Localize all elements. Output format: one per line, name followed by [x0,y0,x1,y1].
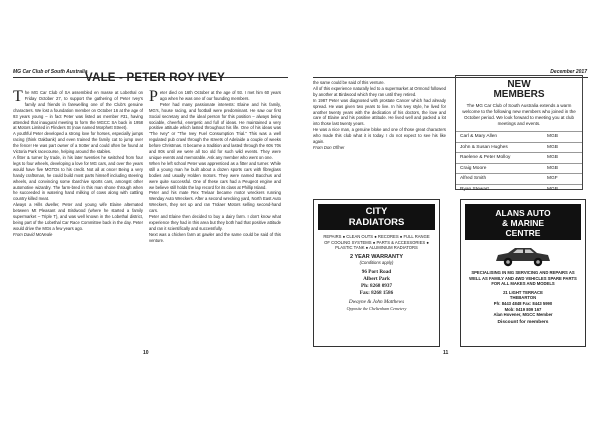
member-name: Carl & Mary Allen [460,134,498,139]
city-radiators-ad [313,199,440,347]
member-name: Ryan Stewart [460,186,489,192]
new-members-box [455,75,583,190]
title-line: MEMBERS [493,89,545,100]
paragraph: Peter and Elaine then decided to buy a dairy farm. I don't know what experience they had in this area but they both had that positive attitude and ran it scientifically and successfully. [149,214,281,231]
issue-date-header: December 2017 [550,69,587,75]
article-title: VALE - PETER ROY IVEY [85,72,225,84]
member-name: John & Susan Hughes [460,144,508,150]
club-header: MG Car Club of South Australia [13,69,88,75]
article-column-2 [149,90,281,345]
paragraph [13,90,143,131]
member-car: MGB [547,186,558,192]
ad-proprietor: Alan Hovener, MGCC Member [493,312,553,318]
member-name: Alfred Smith [460,176,487,182]
paragraph: All of this experience naturally led to a supermarket at Ormond followed by another at Birdwood which they ran until they retired. [313,85,446,97]
member-row [456,184,582,195]
paragraph: A youthful Peter developed a strong love for horses, especially jumps racing (think Oakbank) and even trained the family cat to jump over the fence! He was part owner of a trotter and could often be found at Victoria Park racecourse, helping around the stables. [13,131,143,155]
ad-heading-line: ALANS AUTO [495,208,551,218]
member-car: MGB [547,134,558,139]
ad-heading-line: CENTRE [505,228,541,238]
author-signature: From David McNeale [13,231,53,237]
ad-address-line: 21 LIGHT TERRACE [503,289,543,295]
paragraph: Peter and his mate Rex Trelaar became motor wreckers running Wenday Auto Wreckers. After a second wrecking yard, North East Auto Wreckers, they set up and ran Trolaer Motors selling second-hand cars. [149,190,281,214]
article-column-3 [313,80,446,190]
member-row [456,142,582,153]
drop-cap: P [149,90,158,105]
ad-heading-line: CITY [365,206,388,217]
paragraph-text: he MG Car Club of SA assembled en masse at Lobethal on Friday October 27, to support the gathering of Peter Ivey's family and friends in farewelling one of the Club's genuine characters. We lost a foundation member on October 16 at the age of 93 years young – in fact Peter was listed as member #31, having attended that inaugural meeting to form the MGCC SA back in 1958 at Motors Limited in Flinders St (now named Morphett Street). [13,90,143,131]
paragraph: A fitter & turner by trade, in his later twenties he switched from four legs to four wheels, developing a love for MG cars, and over the years would have five MGTDs to his credit. Not all at once! Being a very handy craftsman, he could build most parts himself including steering wheels, and convincing some Ibarchive sports cars, amongst other automotive wizardry. The farm-bred in this man shone through when he succeeded in watering hand milking of cows along with cattling country killed meat. [13,154,143,202]
member-car: MGB [547,144,558,150]
paragraph-text: eter died on 16th October at the age of 93. I met him 60 years ago when he was one of our founding members. [159,90,281,101]
ad-services: REPAIRS ● CLEAN OUTS ● RECORES ● FULL RANGE OF COOLING SYSTEMS ● PARTS & ACCESSORIES ● PLASTIC TANK ● ALUMINIUM RADIATORS [323,234,430,251]
member-name: Craig Moore [460,165,487,171]
new-members-intro: The MG Car Club of South Australia extends a warm welcome to the following new members who joined in the October period. We look forward to meeting you at club meetings and events. [462,103,576,126]
paragraph: Always a Hills dweller, Peter and young wife Elaine alternated between Mt Pleasant and Birdwood (where he started a family supermarket – Triple T), and was well known in the Lobethal district, being part of the Lobethal Car Race Committee back in the day. Peter would drive the MGs a few years ago. [13,202,143,231]
ad-discount: Discount for members [497,319,549,325]
ad-phone: Ph: 8443 4848 Fax: 8443 5990 [493,300,553,306]
new-members-list [456,131,582,195]
article-column-1 [13,90,143,342]
ad-address-line: THEBARTON [509,295,537,301]
alans-auto-ad [460,199,586,347]
member-row [456,152,582,163]
ad-owners: Dwayne & John Matthews [348,298,405,305]
author-signature: From Don Offner [313,144,345,150]
page-number: 10 [143,350,149,356]
member-car: MGB [547,165,558,171]
car-icon [493,244,553,268]
page-number: 11 [443,350,449,356]
ad-fax: Fax: 8268 1586 [359,289,394,296]
ad-heading [318,204,435,230]
title-line: NEW [507,79,531,90]
ad-mobile: Mob: 0419 809 167 [504,306,542,312]
paragraph: Next was a chicken farm at gawler and the same could be said of this venture. [149,231,281,243]
ad-heading-line: & MARINE [501,218,545,228]
member-row [456,131,582,142]
drop-cap: T [13,90,23,105]
ad-phone: Ph: 8268 0937 [360,282,393,289]
ad-warranty-note: (Conditions apply) [359,260,394,266]
ad-heading-line: RADIATORS [348,217,405,228]
ad-tagline: Opposite the Cheltenham Cemetery [346,305,407,311]
ad-warranty: 2 YEAR WARRANTY [349,253,404,260]
member-name: Raelene & Peter Molloy [460,155,511,161]
ad-address-line: 96 Port Road [361,268,392,275]
member-row [456,173,582,184]
ad-address-line: Albert Park [363,275,390,282]
ad-heading [465,204,581,240]
member-car: MGF [547,176,558,182]
ad-services: SPECIALISING IN MG SERVICING AND REPAIRS AS WELL AS FAMILY AND 4WD VEHICLES SPARE PARTS FOR ALL MAKES AND MODELS [469,270,577,287]
paragraph: Peter had many passionate interests: Elaine and his family, MG's, house racing, and football were predominant. He saw our first Social secretary and the ideal person for this position – always being sociable, cheerful, energetic and full of ideas. He maintained a very positive attitude which lasted throughout his life. One of his ideas was "The Ivey" or "The Ivey Fuel Consumption Trial." This was a well regulated pub crawl through the streets of Adelaide a couple of weeks before Christmas. It became a tradition and lasted through the 60s 70s and 80s until we were all too old for such wild events. They were unique events and memorable. Ask any member who went on one. [149,101,281,160]
paragraph: When he left school Peter was apprenticed as a fitter and turner. While still a young man he built about a dozen sports cars with fibreglass bodies and usually Holden motors. They were named Bacchus and were quite successful. One of these cars had a Peugeot engine and we believe still holds the lap record for its class at Phillip Island. [149,160,281,190]
new-members-title [456,80,582,100]
paragraph [149,90,281,105]
paragraph: the same could be said of this venture. [313,80,385,85]
member-car: MGB [547,155,558,161]
right-page [300,0,600,424]
paragraph: He was a nice man, a genuine bloke and one of those great characters who made this club what it is today. I do not expect to see his like again. [313,127,446,145]
member-row [456,163,582,174]
paragraph: In 1987 Peter was diagnosed with prostate Cancer which had already spread. He was given two years to live. In his Ivey style, he lived for another twenty years with the dedication of his doctors, the love and care of Elaine and his positive attitude. He lived well and packed a lot into those last twenty years. [313,97,446,127]
